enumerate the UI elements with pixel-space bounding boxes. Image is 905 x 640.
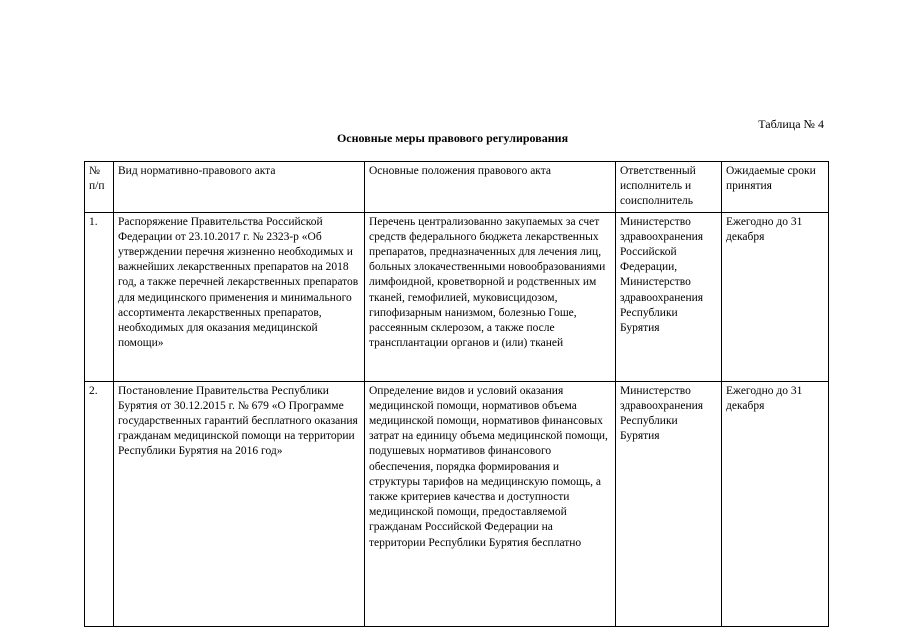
provisions-cell: Перечень централизованно закупаемых за счет средств федерального бюджета лекарственных препаратов, предназначенных для лечения лиц, больных злокачественными новообразованиями лимфоидной, кроветворной и родственных им тканей, гемофилией, муковисцидозом, гипофизарным нанизмом, болезнью Гоше, рассеянным склерозом, а также после трансплантации органов и (или) тканей <box>365 212 616 381</box>
responsible-cell: Министерство здравоохранения Российской Федерации, Министерство здравоохранения Республики Бурятия <box>616 212 722 381</box>
header-responsible: Ответственный исполнитель и соисполнитель <box>616 162 722 213</box>
provisions-cell: Определение видов и условий оказания медицинской помощи, нормативов объема медицинской помощи, нормативов финансовых затрат на единицу объема медицинской помощи, подушевых нормативов финансового обеспечения, порядка формирования и структуры тарифов на медицинскую помощь, а также критериев качества и доступности медицинской помощи, предоставляемой гражданам Российской Федерации на территории Республики Бурятия бесплатно <box>365 381 616 626</box>
table-row <box>85 212 829 381</box>
deadline-cell: Ежегодно до 31 декабря <box>722 212 829 381</box>
act-cell: Распоряжение Правительства Российской Федерации от 23.10.2017 г. № 2323-р «Об утверждении перечня жизненно необходимых и важнейших лекарственных препаратов на 2018 год, а также перечней лекарственных препаратов для медицинского применения и минимального ассортимента лекарственных препаратов, необходимых для оказания медицинской помощи» <box>114 212 365 381</box>
header-deadline: Ожидаемые сроки принятия <box>722 162 829 213</box>
act-cell: Постановление Правительства Республики Бурятия от 30.12.2015 г. № 679 «О Программе государственных гарантий бесплатного оказания гражданам медицинской помощи на территории Республики Бурятия на 2016 год» <box>114 381 365 626</box>
header-number: № п/п <box>85 162 114 213</box>
header-act-type: Вид нормативно-правового акта <box>114 162 365 213</box>
table-header-row <box>85 162 829 213</box>
legal-measures-table <box>84 161 829 627</box>
responsible-cell: Министерство здравоохранения Республики Бурятия <box>616 381 722 626</box>
document-title: Основные меры правового регулирования <box>336 131 569 145</box>
row-number-cell: 1. <box>85 212 114 381</box>
table-number-label: Таблица № 4 <box>758 117 824 131</box>
header-provisions: Основные положения правового акта <box>365 162 616 213</box>
deadline-cell: Ежегодно до 31 декабря <box>722 381 829 626</box>
table-row <box>85 381 829 626</box>
row-number-cell: 2. <box>85 381 114 626</box>
